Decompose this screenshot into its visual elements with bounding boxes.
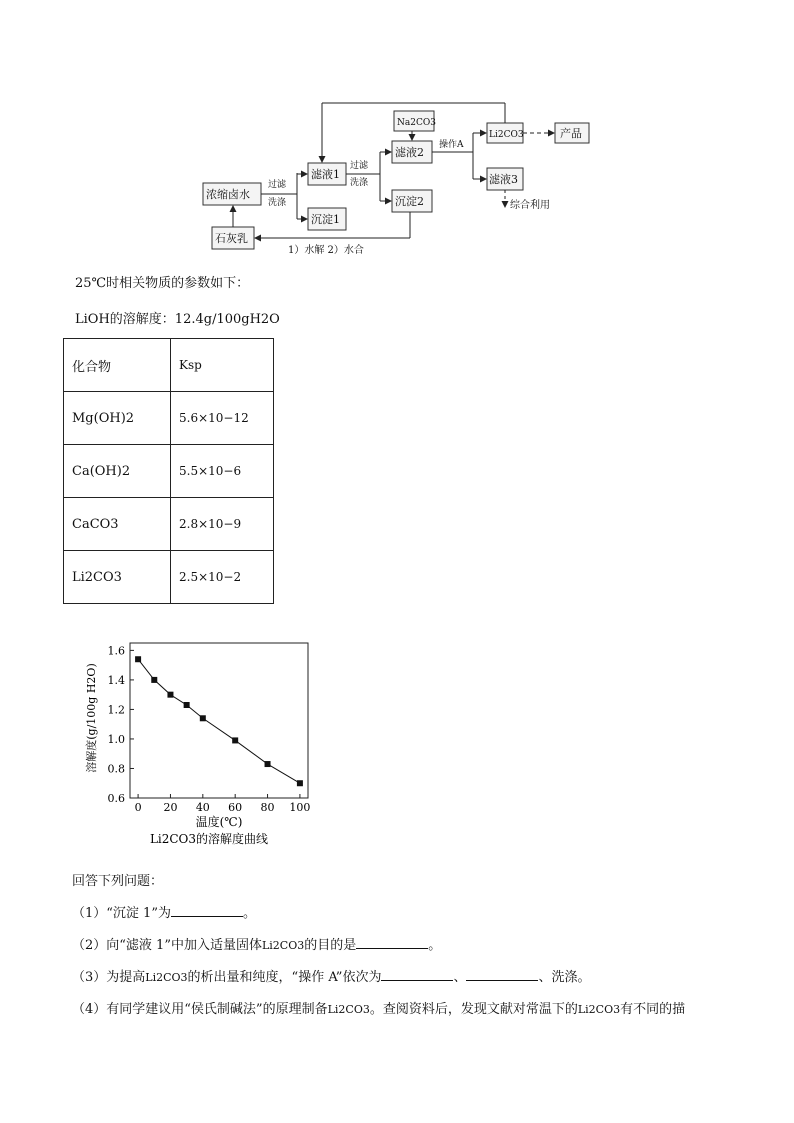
chanpin-label: 产品 [560, 127, 582, 140]
guolv2a-label: 过滤 [350, 161, 369, 171]
process-flow-diagram [190, 95, 610, 265]
table-cell-compound: CaCO3 [64, 498, 171, 551]
flow-svg [190, 95, 610, 265]
shuijie-label: 1）水解 2）水合 [288, 245, 364, 256]
table-cell-compound: Ca(OH)2 [64, 445, 171, 498]
question-2 [72, 934, 441, 953]
ksp-table [63, 338, 274, 604]
lvye1-label: 滤液1 [311, 168, 340, 181]
y-tick-label: 0.8 [107, 762, 125, 776]
y-tick-label: 1.0 [107, 732, 125, 746]
data-point [232, 737, 238, 743]
x-tick-label: 40 [195, 801, 210, 814]
q4-text2: 。查阅资料后，发现文献对常温下的 [369, 1002, 578, 1017]
lvye3-label: 滤液3 [489, 173, 518, 186]
question-4 [72, 998, 685, 1017]
lvye2-label: 滤液2 [395, 146, 424, 159]
table-cell-ksp: 5.5×10−6 [171, 445, 274, 498]
table-row [64, 551, 274, 604]
q4-text: （4）有同学建议用“侯氏制碱法”的原理制备 [72, 1002, 328, 1017]
x-axis-label: 温度(℃) [195, 815, 243, 829]
table-cell-ksp: 5.6×10−12 [171, 392, 274, 445]
table-cell-ksp: 2.8×10−9 [171, 498, 274, 551]
chart-caption: Li2CO3的溶解度曲线 [149, 832, 269, 846]
q2-answer-blank[interactable] [356, 936, 428, 949]
data-point [167, 692, 173, 698]
data-point [135, 656, 141, 662]
guolv2b-label: 洗涤 [350, 178, 369, 188]
x-tick-label: 60 [228, 801, 243, 814]
q4-formula: Li2CO3 [327, 1003, 370, 1016]
table-header-cell: Ksp [171, 339, 274, 392]
guolv1a-label: 过滤 [268, 180, 287, 190]
q1-end: 。 [242, 906, 256, 921]
q3-text: （3）为提高 [72, 970, 146, 985]
lioh-value: 12.4g/100gH2O [174, 312, 280, 327]
q3-text2: 的析出量和纯度，“操作 A”依次为 [187, 970, 382, 985]
table-row [64, 392, 274, 445]
guolv1b-label: 洗涤 [268, 198, 287, 208]
nongsuo-label: 浓缩卤水 [206, 188, 250, 201]
chendian2-label: 沉淀2 [395, 195, 424, 208]
q2-text2: 的目的是 [304, 938, 357, 953]
solubility-chart [80, 640, 320, 855]
q2-formula: Li2CO3 [261, 939, 305, 952]
plot-frame [130, 643, 308, 798]
x-tick-label: 80 [260, 801, 275, 814]
chart-svg [80, 640, 320, 855]
data-point [297, 780, 303, 786]
q2-end: 。 [428, 938, 442, 953]
data-point [184, 702, 190, 708]
x-tick-label: 0 [134, 801, 142, 814]
na2co3-label: Na2CO3 [397, 118, 436, 128]
table-cell-compound: Mg(OH)2 [64, 392, 171, 445]
question-3 [72, 966, 590, 985]
x-tick-label: 100 [289, 801, 311, 814]
q3-answer-blank-2[interactable] [466, 968, 538, 981]
q3-end: 、洗涤。 [538, 970, 591, 985]
q1-answer-blank[interactable] [171, 904, 243, 917]
lioh-label: LiOH的溶解度： [75, 312, 175, 327]
data-point [265, 761, 271, 767]
q4-formula2: Li2CO3 [577, 1003, 621, 1016]
q3-sep: 、 [453, 970, 467, 985]
table-row [64, 498, 274, 551]
params-intro: 25℃时相关物质的参数如下： [75, 276, 250, 291]
y-tick-label: 1.6 [107, 644, 125, 658]
li2co3-label: Li2CO3 [489, 130, 524, 140]
q1-text: （1）“沉淀 1”为 [72, 906, 171, 921]
table-header-row [64, 339, 274, 392]
questions-heading: 回答下列问题： [72, 874, 164, 889]
q3-formula: Li2CO3 [145, 971, 188, 984]
x-tick-label: 20 [163, 801, 178, 814]
y-axis-label: 溶解度(g/100g H2O) [85, 663, 98, 773]
y-tick-label: 1.2 [107, 703, 125, 717]
y-tick-label: 1.4 [107, 673, 125, 687]
zonghe-label: 综合利用 [510, 200, 550, 211]
data-point [151, 677, 157, 683]
y-tick-label: 0.6 [107, 792, 125, 805]
q4-text3: 有不同的描 [620, 1002, 686, 1017]
table-cell-ksp: 2.5×10−2 [171, 551, 274, 604]
q2-text: （2）向“滤液 1”中加入适量固体 [72, 938, 262, 953]
caozuoA-label: 操作A [439, 140, 464, 150]
series-line [138, 659, 300, 783]
chendian1-label: 沉淀1 [311, 213, 340, 226]
shihui-label: 石灰乳 [215, 232, 248, 245]
data-point [200, 715, 206, 721]
table-row [64, 445, 274, 498]
table-header-cell: 化合物 [64, 339, 171, 392]
table-cell-compound: Li2CO3 [64, 551, 171, 604]
question-1 [72, 902, 256, 921]
q3-answer-blank-1[interactable] [381, 968, 453, 981]
lioh-line [75, 308, 280, 327]
